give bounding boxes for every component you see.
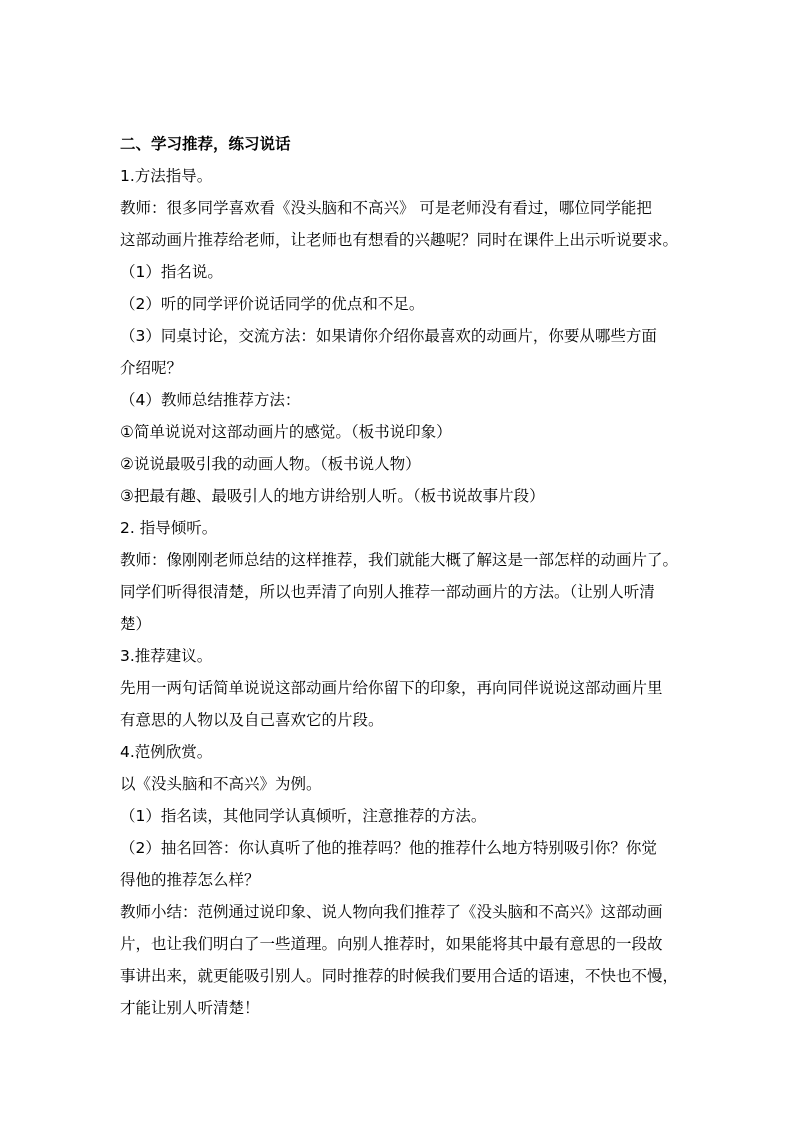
paragraph-line: 事讲出来，就更能吸引别人。同时推荐的时候我们要用合适的语速，不快也不慢， [120,967,679,985]
paragraph-line: 才能让别人听清楚！ [120,999,260,1017]
paragraph-line: 教师小结：范例通过说印象、说人物向我们推荐了《没头脑和不高兴》这部动画 [120,903,663,921]
paragraph-line: 教师：像刚刚老师总结的这样推荐，我们就能大概了解这是一部怎样的动画片了。 [120,551,679,569]
list-item: （2）听的同学评价说话同学的优点和不足。 [120,295,425,313]
paragraph-line: 同学们听得很清楚，所以也弄清了向别人推荐一部动画片的方法。（让别人听清 [120,583,655,601]
section-heading: 二、学习推荐，练习说话 [120,135,291,153]
subheading-listening-guidance: 2. 指导倾听。 [120,519,218,537]
document-body [120,128,680,1024]
subheading-example-appreciation: 4.范例欣赏。 [120,743,213,761]
list-item: ①简单说说对这部动画片的感觉。（板书说印象） [120,423,452,441]
list-item: （2）抽名回答：你认真听了他的推荐吗？他的推荐什么地方特别吸引你？你觉 [120,839,657,857]
paragraph-line: 片，也让我们明白了一些道理。向别人推荐时，如果能将其中最有意思的一段故 [120,935,663,953]
list-item: ②说说最吸引我的动画人物。（板书说人物） [120,455,421,473]
subheading-recommendation-advice: 3.推荐建议。 [120,647,213,665]
paragraph-line: 这部动画片推荐给老师，让老师也有想看的兴趣呢？同时在课件上出示听说要求。 [120,231,679,249]
subheading-method-guidance: 1.方法指导。 [120,167,213,185]
paragraph-line: 教师：很多同学喜欢看《没头脑和不高兴》 可是老师没有看过，哪位同学能把 [120,199,652,217]
paragraph-line: 有意思的人物以及自己喜欢它的片段。 [120,711,384,729]
paragraph-line: 得他的推荐怎么样？ [120,871,260,889]
list-item: （1）指名说。 [120,263,223,281]
list-item: （1）指名读，其他同学认真倾听，注意推荐的方法。 [120,807,487,825]
list-item: （4）教师总结推荐方法： [120,391,301,409]
paragraph-line: 楚） [120,615,152,633]
list-item: ③把最有趣、最吸引人的地方讲给别人听。（板书说故事片段） [120,487,545,505]
list-item: （3）同桌讨论，交流方法：如果请你介绍你最喜欢的动画片，你要从哪些方面 [120,327,657,345]
paragraph-line: 先用一两句话简单说说这部动画片给你留下的印象，再向同伴说说这部动画片里 [120,679,663,697]
paragraph-line: 以《没头脑和不高兴》为例。 [120,775,322,793]
paragraph-line: 介绍呢？ [120,359,183,377]
